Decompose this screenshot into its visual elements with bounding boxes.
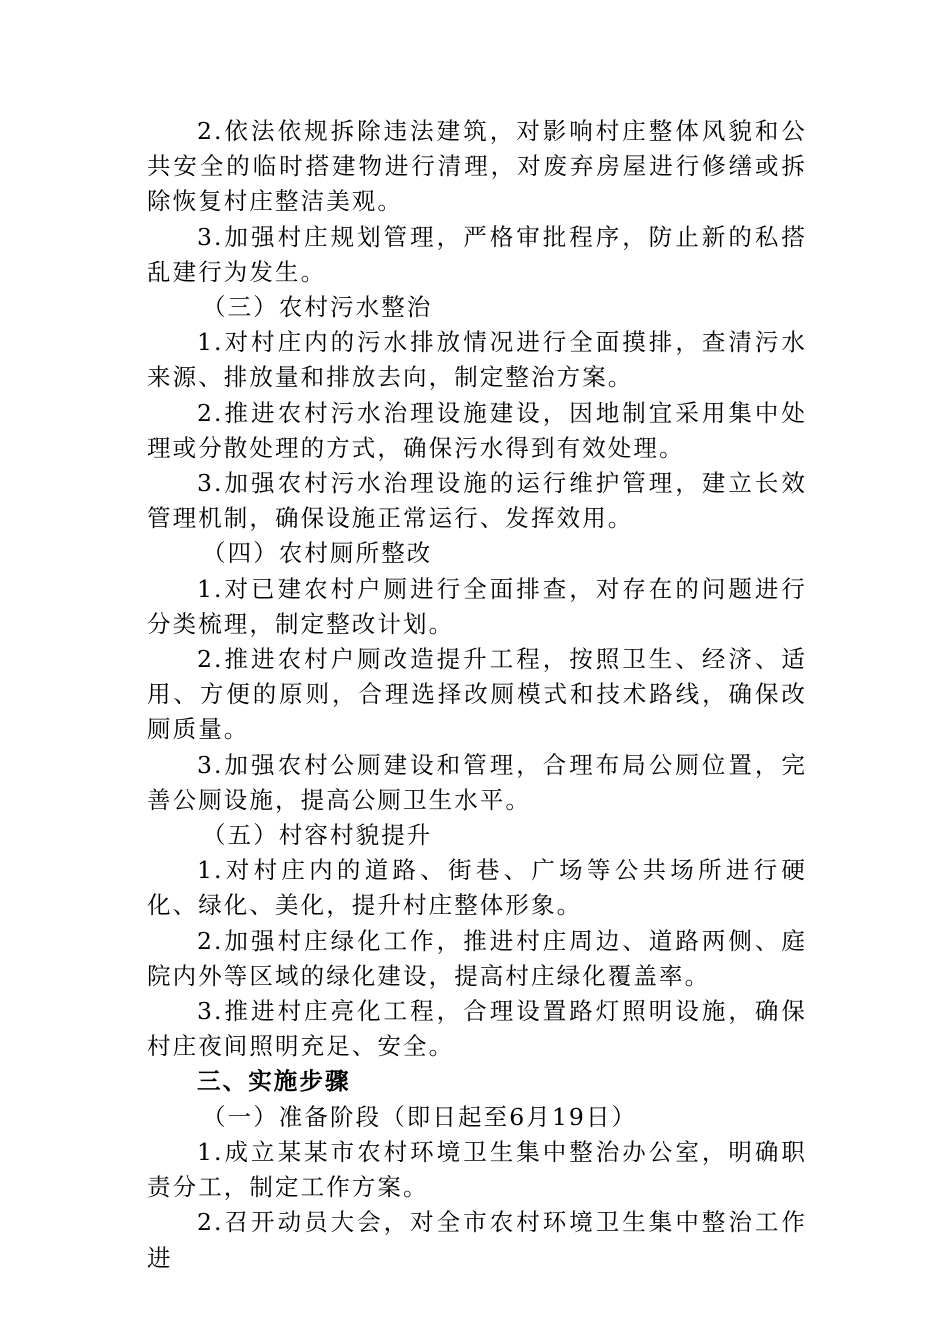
paragraph-planning-management: 3.加强村庄规划管理，严格审批程序，防止新的私搭乱建行为发生。 [147,222,807,286]
subheading-preparation-stage: （一）准备阶段（即日起至6月19日） [202,1102,638,1131]
paragraph-sewage-facilities: 2.推进农村污水治理设施建设，因地制宜采用集中处理或分散处理的方式，确保污水得到有效处理。 [147,398,807,462]
paragraph-public-toilets: 3.加强农村公厕建设和管理，合理布局公厕位置，完善公厕设施，提高公厕卫生水平。 [147,750,807,814]
paragraph-toilet-inspection: 1.对已建农村户厕进行全面排查，对存在的问题进行分类梳理，制定整改计划。 [147,574,807,638]
paragraph-public-spaces: 1.对村庄内的道路、街巷、广场等公共场所进行硬化、绿化、美化，提升村庄整体形象。 [147,856,807,920]
paragraph-demolish-illegal-buildings: 2.依法依规拆除违法建筑，对影响村庄整体风貌和公共安全的临时搭建物进行清理，对废弃房屋进行修缮或拆除恢复村庄整洁美观。 [147,117,807,216]
paragraph-mobilization-meeting: 2.召开动员大会，对全市农村环境卫生集中整治工作进 [147,1208,807,1272]
document-page [147,114,807,1276]
subheading-toilet-renovation: （四）农村厕所整改 [202,539,433,568]
paragraph-lighting: 3.推进村庄亮化工程，合理设置路灯照明设施，确保村庄夜间照明充足、安全。 [147,997,807,1061]
paragraph-greening: 2.加强村庄绿化工作，推进村庄周边、道路两侧、庭院内外等区域的绿化建设，提高村庄绿化覆盖率。 [147,926,807,990]
subheading-village-appearance: （五）村容村貌提升 [202,821,433,850]
subheading-sewage-treatment: （三）农村污水整治 [202,293,433,322]
heading-implementation-steps: 三、实施步骤 [197,1067,351,1096]
paragraph-sewage-survey: 1.对村庄内的污水排放情况进行全面摸排，查清污水来源、排放量和排放去向，制定整治方案。 [147,328,807,392]
paragraph-sewage-maintenance: 3.加强农村污水治理设施的运行维护管理，建立长效管理机制，确保设施正常运行、发挥效用。 [147,469,807,533]
paragraph-toilet-upgrade: 2.推进农村户厕改造提升工程，按照卫生、经济、适用、方便的原则，合理选择改厕模式和技术路线，确保改厕质量。 [147,645,807,744]
paragraph-establish-office: 1.成立某某市农村环境卫生集中整治办公室，明确职责分工，制定工作方案。 [147,1137,807,1202]
